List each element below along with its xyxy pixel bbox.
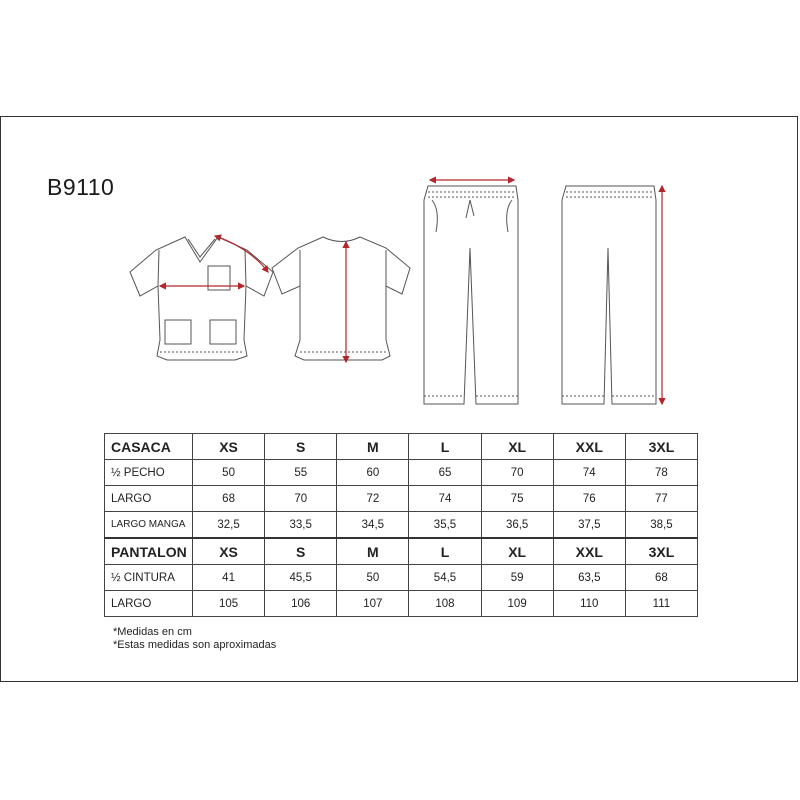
casaca-header-row	[105, 434, 698, 460]
table-cell: 65	[409, 460, 481, 486]
table-header-cell: M	[337, 434, 409, 460]
table-cell: 41	[193, 565, 265, 591]
table-header-cell: L	[409, 434, 481, 460]
table-header-cell: S	[265, 434, 337, 460]
table-cell: 68	[193, 486, 265, 512]
footnote: *Estas medidas son aproximadas	[113, 639, 277, 651]
table-cell: 110	[553, 591, 625, 617]
table-cell: 75	[481, 486, 553, 512]
table-header-cell: L	[409, 538, 481, 565]
table-cell: 45,5	[265, 565, 337, 591]
table-header-cell: XXL	[553, 434, 625, 460]
table-header-cell: XS	[193, 538, 265, 565]
table-cell: 60	[337, 460, 409, 486]
product-code: B9110	[47, 174, 115, 200]
table-row	[105, 512, 698, 539]
table-cell: 111	[625, 591, 697, 617]
scrub-top-front-measures	[160, 236, 268, 286]
table-header-cell: M	[337, 538, 409, 565]
table-row	[105, 486, 698, 512]
table-cell: 77	[625, 486, 697, 512]
table-header-cell: PANTALON	[105, 538, 193, 565]
pants-back	[562, 186, 656, 404]
row-label: ½ CINTURA	[105, 565, 193, 591]
row-label: LARGO MANGA	[105, 512, 193, 539]
row-label: ½ PECHO	[105, 460, 193, 486]
table-header-cell: XL	[481, 538, 553, 565]
row-label: LARGO	[105, 591, 193, 617]
table-header-cell: CASACA	[105, 434, 193, 460]
pants-front	[424, 186, 518, 404]
table-cell: 33,5	[265, 512, 337, 539]
footnotes	[113, 626, 276, 652]
table-cell: 50	[337, 565, 409, 591]
table-cell: 54,5	[409, 565, 481, 591]
table-cell: 55	[265, 460, 337, 486]
table-header-cell: S	[265, 538, 337, 565]
table-cell: 106	[265, 591, 337, 617]
footnote: *Medidas en cm	[113, 626, 192, 638]
table-cell: 34,5	[337, 512, 409, 539]
table-cell: 36,5	[481, 512, 553, 539]
scrub-top-back	[272, 237, 410, 360]
table-header-cell: 3XL	[625, 538, 697, 565]
table-cell: 72	[337, 486, 409, 512]
table-cell: 78	[625, 460, 697, 486]
table-cell: 76	[553, 486, 625, 512]
table-cell: 70	[481, 460, 553, 486]
table-cell: 37,5	[553, 512, 625, 539]
pantalon-header-row	[105, 538, 698, 565]
table-cell: 68	[625, 565, 697, 591]
table-cell: 32,5	[193, 512, 265, 539]
table-cell: 50	[193, 460, 265, 486]
table-row	[105, 591, 698, 617]
table-cell: 38,5	[625, 512, 697, 539]
table-header-cell: XL	[481, 434, 553, 460]
table-cell: 108	[409, 591, 481, 617]
table-cell: 63,5	[553, 565, 625, 591]
table-cell: 74	[553, 460, 625, 486]
table-header-cell: XS	[193, 434, 265, 460]
table-header-cell: 3XL	[625, 434, 697, 460]
table-row	[105, 565, 698, 591]
size-chart-table	[104, 433, 698, 617]
table-row	[105, 460, 698, 486]
table-cell: 59	[481, 565, 553, 591]
table-cell: 109	[481, 591, 553, 617]
table-cell: 70	[265, 486, 337, 512]
row-label: LARGO	[105, 486, 193, 512]
table-cell: 35,5	[409, 512, 481, 539]
table-cell: 74	[409, 486, 481, 512]
table-header-cell: XXL	[553, 538, 625, 565]
table-cell: 105	[193, 591, 265, 617]
table-cell: 107	[337, 591, 409, 617]
